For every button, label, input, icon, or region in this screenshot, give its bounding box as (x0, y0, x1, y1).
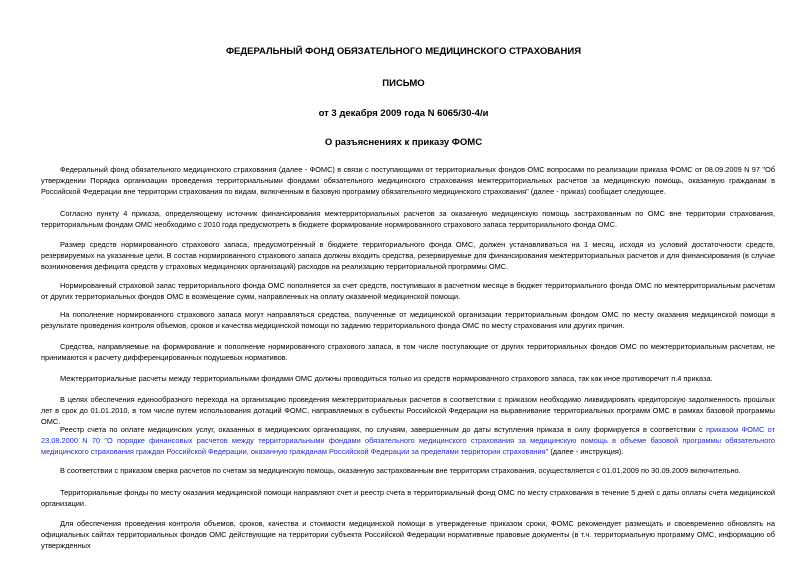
paragraph-6: Средства, направляемые на формирование и пополнение нормированного страхового запаса, в том числе поступающие от других территориальных фондов ОМС по межтерриториальным расчетам, не принимаются к расчету дифференцированных подушевых нормативов. (41, 342, 775, 362)
paragraph-5: На пополнение нормированного страхового запаса могут направляться средства, полученные от медицинской организации территориальным фондом ОМС по месту оказания медицинской помощи в результате проведения контроля объемов, сроков и качества медицинской помощи по заданию территориального фонда ОМС по месту страхования или других причин. (41, 310, 775, 330)
paragraph-1: Федеральный фонд обязательного медицинского страхования (далее - ФОМС) в связи с поступающими от территориальных фондов ОМС вопросами по реализации приказа ФОМС от 08.09.2009 N 97 "Об утверждении Порядка организации проведения территориальными фондами обязательного медицинского страхования межтерриториальных расчетов за медицинскую помощь, оказанную гражданам в Российской Федерации вне территории страхования по видам, включенным в базовую программу обязательного медицинского страхования" (далее - приказ) сообщает следующее. (41, 165, 775, 196)
paragraph-9-text-end: (далее - инструкция). (548, 447, 624, 456)
paragraph-12: Для обеспечения проведения контроля объемов, сроков, качества и стоимости медицинской помощи в утвержденные приказом сроки, ФОМС рекомендует размещать и своевременно обновлять на официальных сайтах территориальных фондов ОМС действующие на территории субъекта Российской Федерации нормативные правовые документы (в т.ч. территориальную программу ОМС, информацию об утвержденных (41, 519, 775, 550)
paragraph-4: Нормированный страховой запас территориального фонда ОМС пополняется за счет средств, поступивших в расчетном месяце в бюджет территориального фонда ОМС по межтерриториальным расчетам от других территориальных фондов ОМС в возмещение сумм, направленных на оплату оказанной медицинской помощи. (41, 281, 775, 301)
organization-heading: ФЕДЕРАЛЬНЫЙ ФОНД ОБЯЗАТЕЛЬНОГО МЕДИЦИНСКОГО СТРАХОВАНИЯ (225, 46, 582, 57)
paragraph-9 (41, 424, 775, 457)
document-date-number: от 3 декабря 2009 года N 6065/30-4/и (318, 108, 489, 119)
paragraph-9-text-start: Реестр счета по оплате медицинских услуг, оказанных в медицинских организациях, по случаям, завершенным до даты вступления приказа в силу формируется в соответствии с (60, 425, 707, 434)
paragraph-3: Размер средств нормированного страхового запаса, предусмотренный в бюджете территориального фонда ОМС, должен устанавливаться на 1 месяц, исходя из условий достаточности средств, резервируемых на указанные цели. В состав нормированного страхового запаса должны входить средства, резервируемые для финансирования межтерриториальных расчетов и для финансирования (в случае возникновения дефицита средств у страховых медицинских организаций) расходов на реализацию территориальной программы ОМС. (41, 240, 775, 271)
paragraph-7: Межтерриториальные расчеты между территориальными фондами ОМС должны проводиться только из средств нормированного страхового запаса, так как иное противоречит п.4 приказа. (60, 374, 713, 383)
document-subject: О разъяснениях к приказу ФОМС (324, 137, 483, 148)
paragraph-8: В целях обеспечения единообразного перехода на организацию проведения межтерриториальных расчетов в соответствии с приказом необходимо ликвидировать кредиторскую задолженность прошлых лет в срок до 01.01.2010, в том числе путем использования дотаций ФОМС, направляемых в субъекты Российской Федерации на выравнивание территориальных программ ОМС в рамках базовой программы ОМС. (41, 395, 775, 426)
order-70-link[interactable]: приказом ФОМС от 23.08.2000 N 70 "О порядке финансовых расчетов между территориальными фондами обязательного медицинского страхования за медицинскую помощь в объеме базовой программы обязательного медицинского страхования граждан Российской Федерации, оказанную гражданам Российской Федерации за пределами территории страхования" (41, 425, 775, 456)
paragraph-2: Согласно пункту 4 приказа, определяющему источник финансирования межтерриториальных расчетов за оказанную медицинскую помощь застрахованным по ОМС вне территории страхования, территориальным фондам ОМС необходимо с 2010 года предусмотреть в бюджете формирование нормированного страхового запаса территориального фонда ОМС. (41, 209, 775, 229)
paragraph-11: Территориальные фонды по месту оказания медицинской помощи направляют счет и реестр счета в территориальный фонд ОМС по месту страхования в течение 5 дней с даты оплаты счета медицинской организации. (41, 488, 775, 508)
paragraph-10: В соответствии с приказом сверка расчетов по счетам за медицинскую помощь, оказанную застрахованным вне территории страхования, осуществляется с 01.01.2009 по 30.09.2009 включительно. (60, 466, 741, 475)
document-type-heading: ПИСЬМО (382, 78, 425, 89)
